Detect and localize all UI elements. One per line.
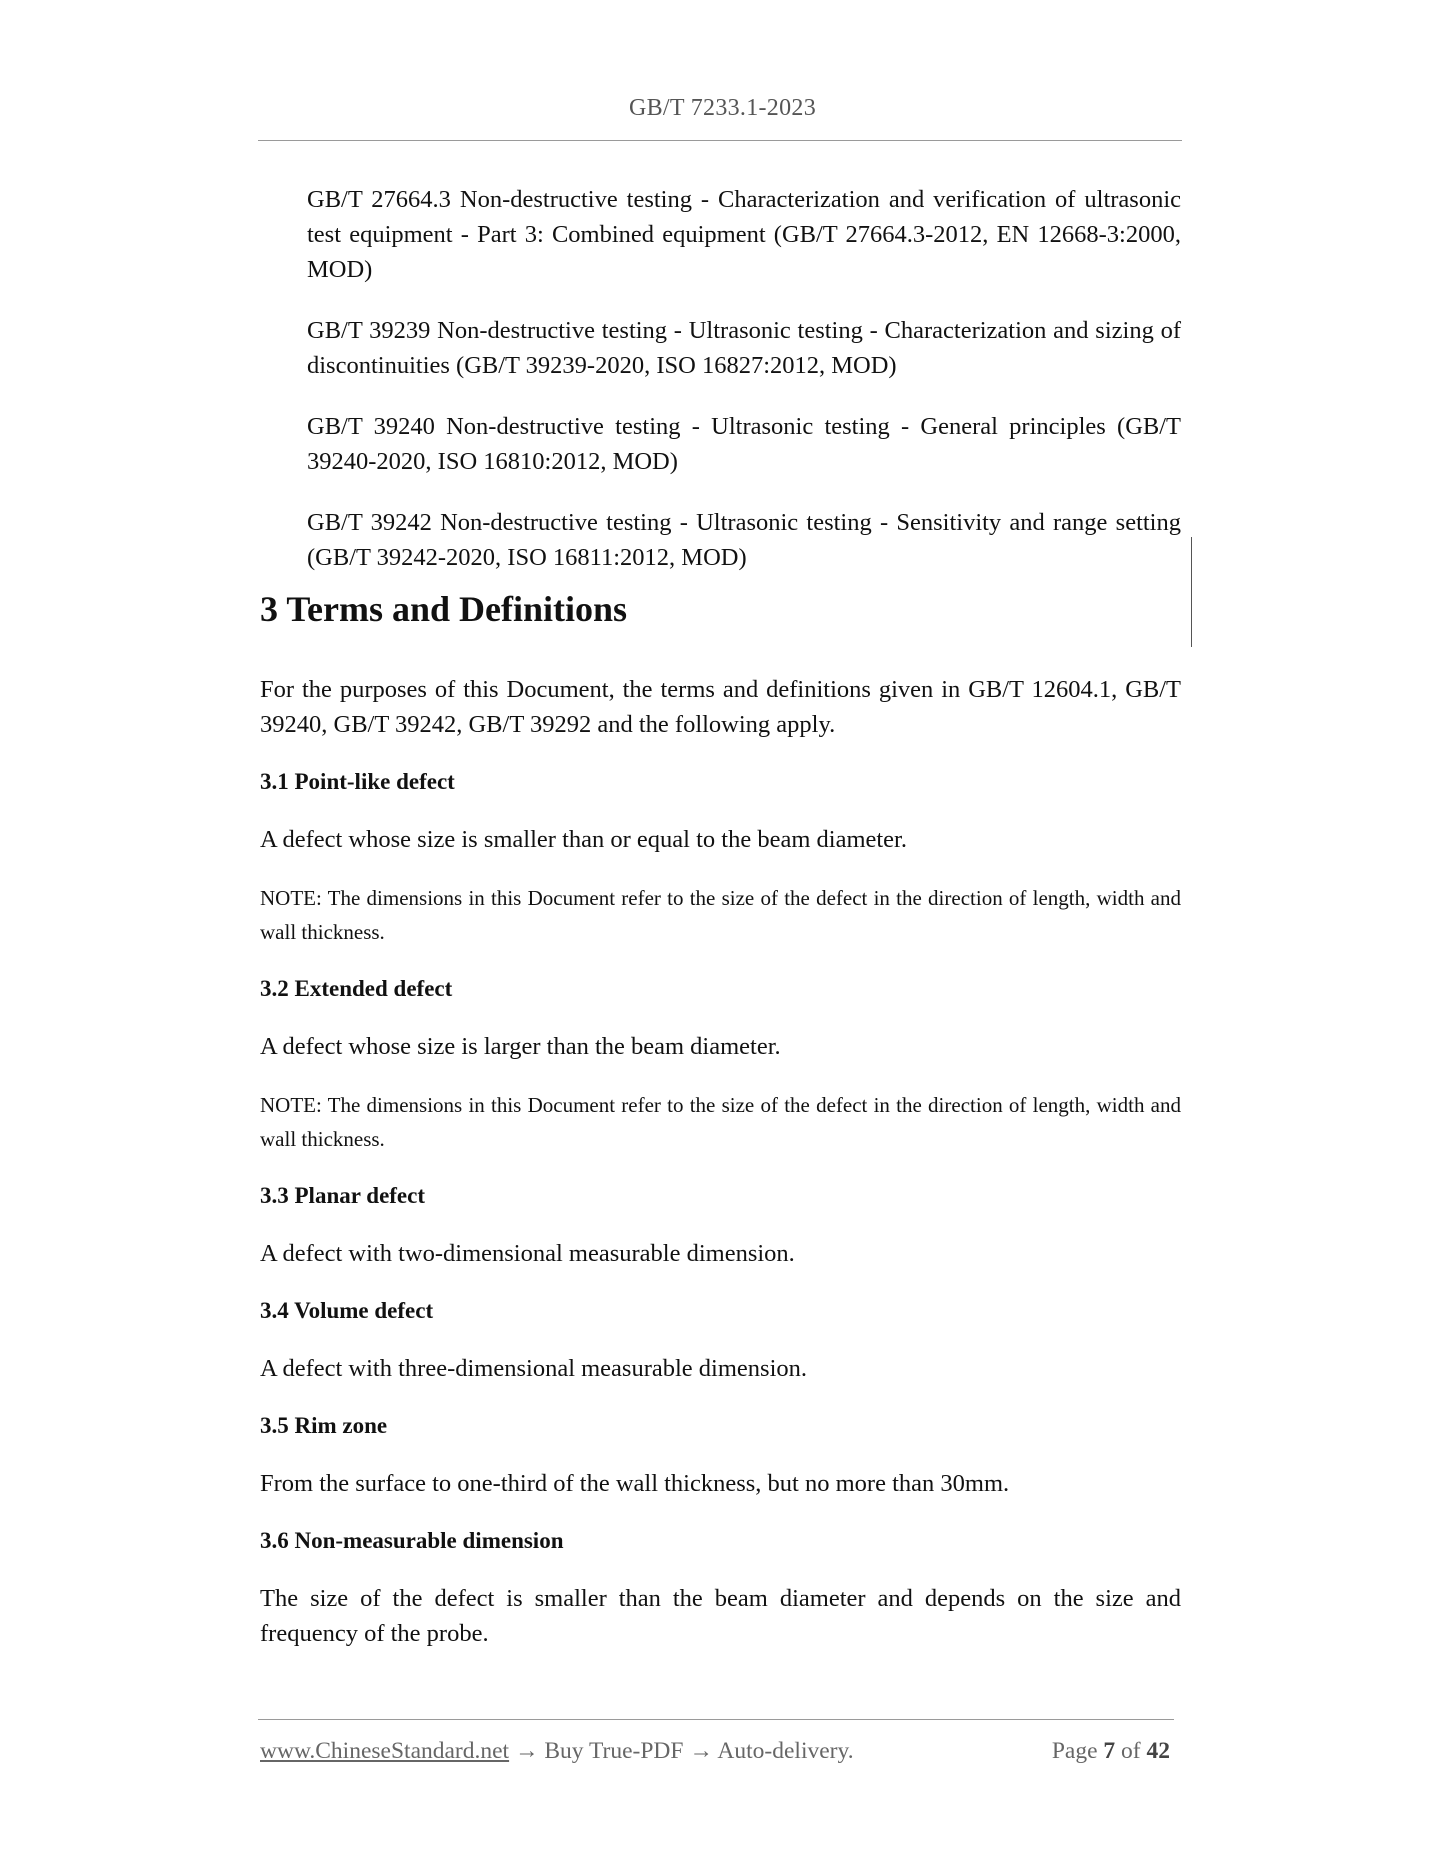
page-current: 7 — [1103, 1738, 1116, 1764]
section-intro: For the purposes of this Document, the terms and definitions given in GB/T 12604.1, GB/T 39240, GB/T 39242, GB/T 39292 and the following apply. — [260, 676, 1181, 738]
term-note: NOTE: The dimensions in this Document refer to the size of the defect in the direction of length, width and wall thickness. — [260, 886, 1181, 944]
term-note: NOTE: The dimensions in this Document refer to the size of the defect in the direction of length, width and wall thickness. — [260, 1093, 1181, 1151]
section-content — [260, 672, 1181, 1675]
page-of-label: of — [1121, 1738, 1141, 1764]
term-heading: 3.1 Point-like defect — [260, 769, 455, 794]
term-definition: The size of the defect is smaller than the beam diameter and depends on the size and frequency of the probe. — [260, 1585, 1181, 1647]
arrow-icon: → — [514, 1738, 539, 1764]
section-title: 3 Terms and Definitions — [260, 589, 628, 629]
normative-references-list — [307, 182, 1181, 601]
term-definition: A defect with three-dimensional measurable dimension. — [260, 1355, 808, 1382]
term-heading: 3.3 Planar defect — [260, 1183, 426, 1208]
term-definition: From the surface to one-third of the wall thickness, but no more than 30mm. — [260, 1470, 1010, 1497]
term-heading: 3.4 Volume defect — [260, 1298, 434, 1323]
reference-item: GB/T 39240 Non-destructive testing - Ultrasonic testing - General principles (GB/T 39240-2020, ISO 16810:2012, MOD) — [307, 413, 1181, 475]
header-divider — [258, 140, 1182, 141]
website-link[interactable]: www.ChineseStandard.net — [260, 1738, 510, 1764]
footer-promo — [260, 1738, 854, 1765]
buy-text: Buy True-PDF — [544, 1738, 684, 1764]
term-definition: A defect whose size is smaller than or equal to the beam diameter. — [260, 826, 907, 853]
term-definition: A defect with two-dimensional measurable dimension. — [260, 1240, 795, 1267]
term-heading: 3.5 Rim zone — [260, 1413, 388, 1438]
page-total: 42 — [1146, 1738, 1170, 1764]
delivery-text: Auto-delivery. — [717, 1738, 854, 1764]
revision-bar — [1191, 537, 1192, 647]
page-indicator — [1052, 1738, 1170, 1765]
header-title: GB/T 7233.1-2023 — [628, 95, 817, 121]
footer-divider — [258, 1719, 1174, 1720]
arrow-icon: → — [689, 1738, 713, 1764]
term-heading: 3.2 Extended defect — [260, 976, 453, 1001]
reference-item: GB/T 27664.3 Non-destructive testing - Characterization and verification of ultrasonic test equipment - Part 3: Combined equipment (GB/T 27664.3-2012, EN 12668-3:2000, MOD) — [307, 186, 1181, 283]
reference-item: GB/T 39242 Non-destructive testing - Ultrasonic testing - Sensitivity and range setting (GB/T 39242-2020, ISO 16811:2012, MOD) — [307, 509, 1181, 571]
page-label: Page — [1051, 1738, 1098, 1764]
term-definition: A defect whose size is larger than the beam diameter. — [260, 1033, 781, 1060]
term-heading: 3.6 Non-measurable dimension — [260, 1528, 564, 1553]
reference-item: GB/T 39239 Non-destructive testing - Ultrasonic testing - Characterization and sizing of discontinuities (GB/T 39239-2020, ISO 16827:2012, MOD) — [307, 317, 1181, 379]
